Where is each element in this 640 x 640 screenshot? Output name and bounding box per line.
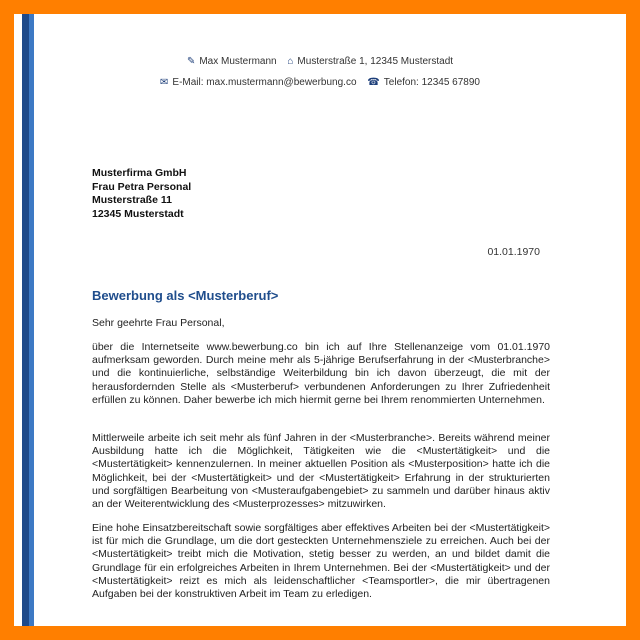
- sender-phone-item: [367, 77, 480, 88]
- phone-icon: ☎: [367, 77, 380, 88]
- body-paragraph-3: Eine hohe Einsatzbereitschaft sowie sorgfältiges aber effektives Arbeiten bei der <Mustertätigkeit> ist für mich die Grundlage, um die dort gesteckten Unternehmensziele zu erreichen. Auch bei der <Mustertätigkeit> treibt mich die Motivation, stetig besser zu werden, an und bildet damit die Grundlage für ein erfolgreiches Arbeiten in Ihrem Unternehmen. Bei der <Mustertätigkeit> und der <Mustertätigkeit> reizt es mich als leidenschaftlicher <Teamsportler>, die mir übertragenen Aufgaben bei der konstruktiven Arbeit im Team zu erledigen.: [92, 522, 550, 601]
- recipient-street: Musterstraße 11: [92, 194, 172, 206]
- letter-subject: Bewerbung als <Musterberuf>: [92, 288, 279, 303]
- accent-stripe-light: [29, 14, 34, 626]
- body-paragraph-2: Mittlerweile arbeite ich seit mehr als fünf Jahren in der <Musterbranche>. Bereits während meiner Ausbildung hatte ich die Möglichkeit, Tätigkeiten wie die <Mustertätigkeit> und die <Mustertätigkeit> kennenzulernen. In meiner aktuellen Position als <Musterposition> hatte ich die Möglichkeit, bei der <Mustertätigkeit> und der <Mustertätigkeit> Erfahrung in der strukturierten und sorgfältigen Bearbeitung von <Musteraufgabengebiet> zu sammeln und darüber hinaus aktiv an der Weiterentwicklung des <Musterprozesses> mitzuwirken.: [92, 432, 550, 511]
- recipient-company: Musterfirma GmbH: [92, 167, 187, 179]
- sender-email-item: [160, 77, 357, 88]
- accent-stripe-dark: [22, 14, 29, 626]
- sender-email: E-Mail: max.mustermann@bewerbung.co: [172, 77, 357, 88]
- letter-page: [14, 14, 626, 626]
- sender-address: Musterstraße 1, 12345 Musterstadt: [297, 56, 454, 67]
- body-paragraph-1: über die Internetseite www.bewerbung.co bin ich auf Ihre Stellenanzeige vom 01.01.1970 aufmerksam geworden. Durch meine mehr als 5-jährige Berufserfahrung in der <Musterbranche> und die kontinuierliche, selbständige Weiterbildung bin ich davon überzeugt, die mit der herausfordernden Stelle als <Musterberuf> verbundenen Anforderungen zu Ihrer Zufriedenheit erfüllen zu können. Daher bewerbe ich mich hiermit gerne bei Ihrem renommierten Unternehmen.: [92, 341, 550, 406]
- house-icon: ⌂: [287, 56, 294, 67]
- recipient-address: [92, 167, 191, 221]
- sender-contact-row-1: [14, 56, 626, 67]
- envelope-icon: ✉: [160, 77, 169, 88]
- letter-salutation: Sehr geehrte Frau Personal,: [92, 317, 225, 329]
- recipient-city: 12345 Musterstadt: [92, 207, 184, 220]
- recipient-person: Frau Petra Personal: [92, 180, 192, 193]
- sender-phone: Telefon: 12345 67890: [383, 77, 480, 88]
- sender-contact-row-2: [14, 77, 626, 88]
- sender-address-item: [287, 56, 453, 67]
- pen-icon: ✎: [186, 56, 196, 67]
- sender-name-item: [187, 56, 277, 67]
- sender-name: Max Mustermann: [199, 56, 277, 67]
- letter-date: 01.01.1970: [487, 246, 540, 258]
